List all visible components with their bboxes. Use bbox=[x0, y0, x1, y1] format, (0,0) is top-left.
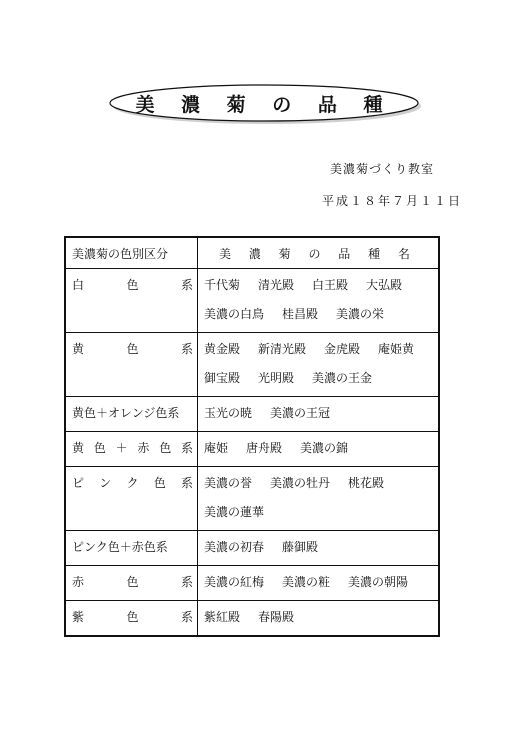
variety-name: 美濃の白鳥 bbox=[204, 307, 265, 321]
category-cell bbox=[65, 566, 198, 601]
variety-name: 庵姫 bbox=[204, 441, 229, 455]
variety-name: 美濃の王冠 bbox=[270, 406, 331, 420]
category-cell bbox=[65, 432, 198, 467]
category-cell bbox=[65, 467, 198, 531]
organization-name: 美濃菊づくり教室 bbox=[330, 162, 435, 176]
variety-name: 美濃の朝陽 bbox=[348, 575, 409, 589]
category-char: 黄 bbox=[72, 342, 85, 356]
variety-name: 紫紅殿 bbox=[204, 610, 241, 624]
variety-name: 桂昌殿 bbox=[282, 307, 319, 321]
category-char: 色 bbox=[126, 342, 139, 356]
variety-line bbox=[204, 439, 434, 456]
category-char: 系 bbox=[180, 278, 193, 292]
variety-table bbox=[64, 236, 440, 637]
varieties-cell bbox=[198, 397, 440, 432]
category-char: 黄 bbox=[72, 441, 85, 455]
category-cell bbox=[65, 397, 198, 432]
variety-name: 桃花殿 bbox=[348, 476, 385, 490]
table-row bbox=[65, 333, 439, 397]
table-header-row bbox=[65, 237, 439, 269]
category-char: 色 bbox=[159, 441, 172, 455]
category-char: 白 bbox=[72, 278, 85, 292]
table-row bbox=[65, 531, 439, 566]
variety-name: 美濃の牡丹 bbox=[270, 476, 331, 490]
variety-line bbox=[204, 608, 434, 625]
table-row bbox=[65, 269, 439, 333]
category-cell bbox=[65, 269, 198, 333]
variety-line bbox=[204, 276, 434, 293]
table-row bbox=[65, 566, 439, 601]
variety-name: 新清光殿 bbox=[258, 342, 307, 356]
title-banner bbox=[104, 80, 424, 126]
varieties-cell bbox=[198, 432, 440, 467]
category-char: 系 bbox=[180, 441, 193, 455]
variety-name: 美濃の誉 bbox=[204, 476, 253, 490]
varieties-cell bbox=[198, 531, 440, 566]
variety-line bbox=[204, 538, 434, 555]
category-char: 色 bbox=[126, 610, 139, 624]
varieties-cell bbox=[198, 269, 440, 333]
variety-name: 美濃の錦 bbox=[300, 441, 349, 455]
category-cell bbox=[65, 601, 198, 637]
table-row bbox=[65, 601, 439, 637]
category-char: 系 bbox=[180, 575, 193, 589]
variety-line bbox=[204, 340, 434, 357]
variety-name: 美濃の王金 bbox=[312, 371, 373, 385]
variety-name: 大弘殿 bbox=[366, 278, 403, 292]
variety-line bbox=[204, 305, 434, 322]
variety-name: 千代菊 bbox=[204, 278, 241, 292]
category-label bbox=[72, 608, 193, 625]
variety-name: 美濃の栄 bbox=[336, 307, 385, 321]
variety-line bbox=[204, 474, 434, 491]
category-char: 赤 bbox=[72, 575, 85, 589]
category-label: 黄色＋オレンジ色系 bbox=[72, 406, 180, 420]
category-char: 色 bbox=[126, 278, 139, 292]
variety-name: 黄金殿 bbox=[204, 342, 241, 356]
variety-name: 藤御殿 bbox=[282, 540, 319, 554]
variety-name: 美濃の粧 bbox=[282, 575, 331, 589]
variety-name: 清光殿 bbox=[258, 278, 295, 292]
table-row bbox=[65, 432, 439, 467]
category-char: ン bbox=[99, 476, 112, 490]
category-label bbox=[72, 276, 193, 293]
category-label bbox=[72, 340, 193, 357]
category-cell bbox=[65, 333, 198, 397]
category-char: ク bbox=[126, 476, 139, 490]
page-title: 美 濃 菊 の 品 種 bbox=[135, 93, 393, 116]
variety-line bbox=[204, 573, 434, 590]
variety-name: 白王殿 bbox=[312, 278, 349, 292]
category-char: 色 bbox=[153, 476, 166, 490]
variety-name: 庵姫黄 bbox=[378, 342, 415, 356]
varieties-cell bbox=[198, 601, 440, 637]
table-row bbox=[65, 397, 439, 432]
variety-name: 金虎殿 bbox=[324, 342, 361, 356]
varieties-cell bbox=[198, 333, 440, 397]
category-label bbox=[72, 474, 193, 491]
category-char: 系 bbox=[180, 476, 193, 490]
variety-name: 美濃の蓮華 bbox=[204, 505, 265, 519]
table-row bbox=[65, 467, 439, 531]
variety-line bbox=[204, 404, 434, 421]
category-char: 系 bbox=[180, 342, 193, 356]
variety-name: 美濃の初春 bbox=[204, 540, 265, 554]
variety-line bbox=[204, 503, 434, 520]
category-char: 紫 bbox=[72, 610, 85, 624]
category-cell bbox=[65, 531, 198, 566]
variety-name: 玉光の暁 bbox=[204, 406, 253, 420]
category-label bbox=[72, 573, 193, 590]
header-varieties: 美 濃 菊 の 品 種 名 bbox=[198, 237, 440, 269]
variety-line bbox=[204, 369, 434, 386]
category-char: 色 bbox=[93, 441, 106, 455]
variety-name: 御宝殿 bbox=[204, 371, 241, 385]
category-label bbox=[72, 439, 193, 456]
document-date: 平成１８年７月１１日 bbox=[322, 194, 463, 208]
variety-name: 美濃の紅梅 bbox=[204, 575, 265, 589]
header-category: 美濃菊の色別区分 bbox=[65, 237, 198, 269]
category-char: ＋ bbox=[115, 441, 128, 455]
varieties-cell bbox=[198, 566, 440, 601]
category-char: 赤 bbox=[137, 441, 150, 455]
table-body bbox=[65, 269, 439, 637]
category-char: ピ bbox=[72, 476, 85, 490]
variety-name: 唐舟殿 bbox=[246, 441, 283, 455]
variety-name: 光明殿 bbox=[258, 371, 295, 385]
variety-name: 春陽殿 bbox=[258, 610, 295, 624]
category-char: 系 bbox=[180, 610, 193, 624]
varieties-cell bbox=[198, 467, 440, 531]
category-char: 色 bbox=[126, 575, 139, 589]
category-label: ピンク色＋赤色系 bbox=[72, 540, 168, 554]
